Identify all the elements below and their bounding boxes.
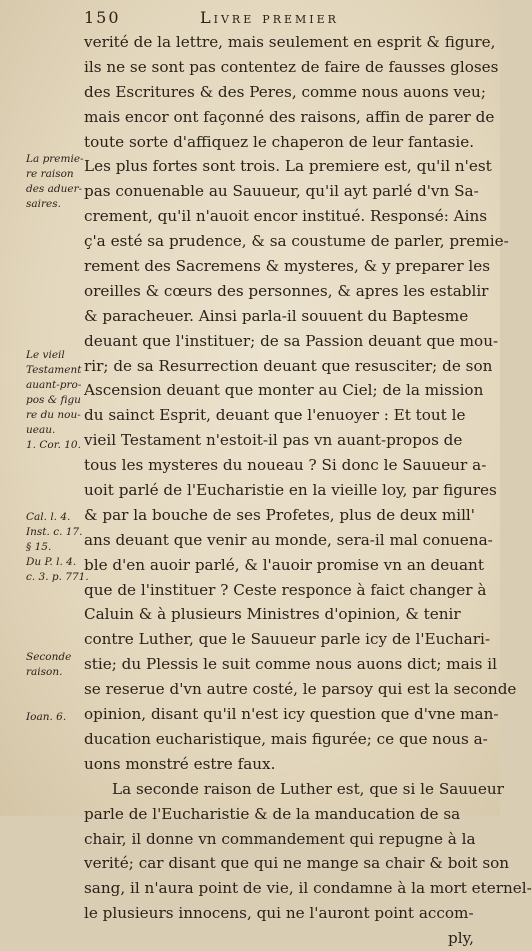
text-line: parle de l'Eucharistie & de la manducation de sa — [84, 804, 461, 823]
margin-note-premiere-raison — [26, 152, 88, 212]
running-title: Livre premier — [200, 8, 339, 27]
text-line: opinion, disant qu'il n'est icy question que d'vne man- — [84, 705, 499, 724]
text-line: se reserue d'vn autre costé, le parsoy qui est la seconde — [84, 680, 517, 699]
text-line: ils ne se sont pas contentez de faire de fausses gloses — [84, 57, 499, 76]
margin-note-line: auant-pro- — [26, 379, 82, 391]
text-line: ply, — [448, 929, 474, 948]
margin-note-line: pos & figu — [26, 394, 81, 406]
margin-note-line: Le vieil — [26, 349, 65, 361]
margin-note-line: c. 3. p. 771. — [26, 571, 89, 583]
text-line: rement des Sacremens & mysteres, & y preparer les — [84, 257, 491, 276]
text-line: deuant que l'instituer; de sa Passion deuant que mou- — [84, 331, 499, 350]
text-line: stie; du Plessis le suit comme nous auons dict; mais il — [84, 655, 497, 674]
text-line: vieil Testament n'estoit-il pas vn auant-propos de — [84, 431, 463, 450]
text-line: & par la bouche de ses Profetes, plus de deux mill' — [84, 505, 475, 524]
text-line: rir; de sa Resurrection deuant que resusciter; de son — [84, 356, 493, 375]
text-line: La seconde raison de Luther est, que si le Sauueur — [112, 779, 504, 798]
margin-note-line: 1. Cor. 10. — [26, 439, 81, 451]
margin-note-line: des aduer- — [26, 183, 83, 195]
text-line: crement, qu'il n'auoit encor institué. Responsé: Ains — [84, 207, 488, 226]
text-line: pas conuenable au Sauueur, qu'il ayt parlé d'vn Sa- — [84, 182, 479, 201]
margin-note-line: re du nou- — [26, 409, 81, 421]
margin-note-line: ueau. — [26, 424, 56, 436]
text-line: ducation eucharistique, mais figurée; ce que nous a- — [84, 729, 488, 748]
margin-note-seconde-raison — [26, 650, 88, 680]
margin-note-line: Inst. c. 17. — [26, 526, 83, 538]
text-line: oreilles & cœurs des personnes, & apres les establir — [84, 281, 489, 300]
text-line: toute sorte d'affiquez le chaperon de leur fantasie. — [84, 132, 475, 151]
margin-note-line: Seconde — [26, 651, 72, 663]
text-line: & paracheuer. Ainsi parla-il souuent du Baptesme — [84, 306, 469, 325]
text-line: Ascension deuant que monter au Ciel; de la mission — [84, 381, 484, 400]
text-line: mais encor ont façonné des raisons, affin de parer de — [84, 107, 495, 126]
text-line: verité de la lettre, mais seulement en esprit & figure, — [84, 33, 496, 51]
body-text — [84, 30, 532, 951]
text-line: contre Luther, que le Sauueur parle icy de l'Euchari- — [84, 630, 490, 649]
margin-note-line: § 15. — [26, 541, 52, 553]
margin-note-line: Testament — [26, 364, 82, 376]
text-line: du sainct Esprit, deuant que l'enuoyer : Et tout le — [84, 406, 466, 425]
text-line: chair, il donne vn commandement qui repugne à la — [84, 829, 476, 848]
text-line: le plusieurs innocens, qui ne l'auront point accom- — [84, 904, 474, 923]
text-line: uons monstré estre faux. — [84, 754, 276, 773]
text-line: des Escritures & des Peres, comme nous auons veu; — [84, 82, 486, 101]
text-line: ans deuant que venir au monde, sera-il mal conuena- — [84, 530, 493, 549]
page-number: 150 — [84, 8, 121, 27]
text-line: Caluin & à plusieurs Ministres d'opinion, & tenir — [84, 605, 461, 624]
margin-note-line: Ioan. 6. — [26, 711, 67, 723]
text-line: Les plus fortes sont trois. La premiere est, qu'il n'est — [84, 157, 492, 176]
text-line: que de l'instituer ? Ceste responce à faict changer à — [84, 580, 487, 599]
text-line: ble d'en auoir parlé, & l'auoir promise vn an deuant — [84, 555, 484, 574]
margin-note-references — [26, 510, 88, 585]
page-header — [84, 8, 474, 30]
margin-note-vieil-testament — [26, 348, 88, 453]
margin-note-line: La premie- — [26, 153, 84, 165]
text-line: uoit parlé de l'Eucharistie en la vieille loy, par figures — [84, 481, 497, 500]
text-line: sang, il n'aura point de vie, il condamne à la mort eternel- — [84, 879, 532, 898]
margin-note-ioan — [26, 710, 88, 725]
margin-note-line: re raison — [26, 168, 74, 180]
text-line: tous les mysteres du noueau ? Si donc le Sauueur a- — [84, 456, 487, 475]
margin-note-line: saires. — [26, 198, 61, 210]
margin-note-line: raison. — [26, 666, 63, 678]
margin-note-line: Du P. l. 4. — [26, 556, 77, 568]
text-line: ç'a esté sa prudence, & sa coustume de parler, premie- — [84, 232, 509, 251]
margin-note-line: Cal. l. 4. — [26, 511, 71, 523]
text-line: verité; car disant que qui ne mange sa chair & boit son — [84, 854, 510, 873]
